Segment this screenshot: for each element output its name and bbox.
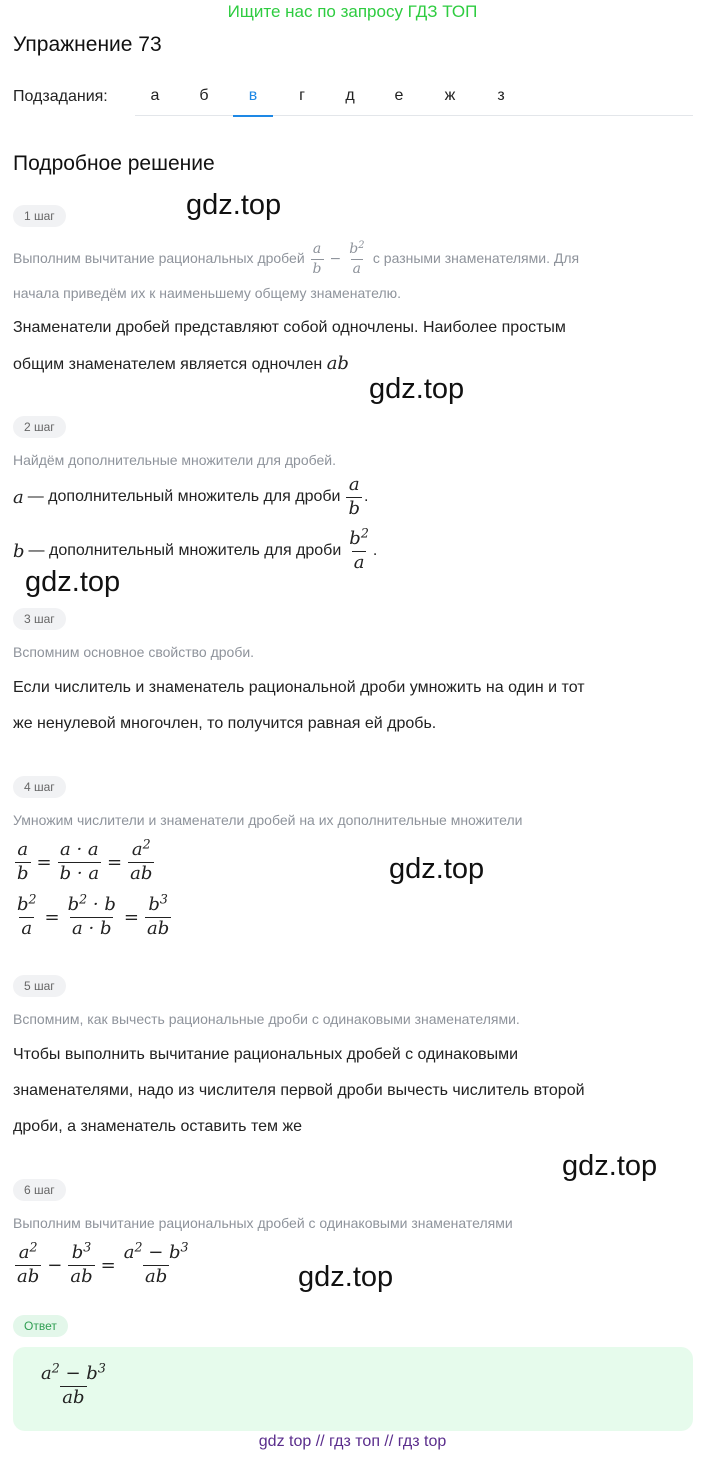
step-2-line2: b — дополнительный множитель для дроби $\frac{b^2}{a}$ . [13, 525, 378, 573]
step-5-text-line2: знаменателями, надо из числителя первой дроби вычесть числитель второй [13, 1082, 585, 1099]
subtask-tab-zh[interactable]: ж [444, 87, 456, 104]
watermark: gdz.top [562, 1150, 658, 1182]
step-4-equation-2: $\frac{b^2}{a}$ = $\frac{b^2 \cdot b}{a \cdot b}$ = $\frac{b^3}{ab}$ [17, 891, 170, 939]
step-4-badge: 4 шаг [13, 776, 66, 798]
step-5-badge: 5 шаг [13, 975, 66, 997]
step-1-badge: 1 шаг [13, 205, 66, 227]
step-4-description: Умножим числители и знаменатели дробей на их дополнительные множители [13, 812, 523, 828]
watermark: gdz.top [369, 373, 465, 405]
step-4-equation-1: $\frac{a}{b}$ = $\frac{a \cdot a}{b \cdot a}$ = $\frac{a^2}{ab}$ [17, 836, 153, 884]
subtasks-tabs [135, 80, 693, 116]
subtask-tab-e[interactable]: е [394, 87, 404, 104]
step-1-desc-start: Выполним вычитание рациональных дробей [13, 250, 305, 267]
step-6-badge: 6 шаг [13, 1179, 66, 1201]
step-2-description: Найдём дополнительные множители для дробей. [13, 452, 336, 468]
step-1-description-line2: начала приведём их к наименьшему общему знаменателю. [13, 285, 402, 301]
subtask-tab-v[interactable]: в [233, 80, 273, 116]
step-6-equation: $\frac{a^2}{ab}$ − $\frac{b^3}{ab}$ = $\frac{a^2 - b^3}{ab}$ [17, 1239, 189, 1287]
step-2-line1-label: — дополнительный множитель для дроби [27, 488, 341, 505]
step-3-badge: 3 шаг [13, 608, 66, 630]
subtask-tab-g[interactable]: г [299, 87, 305, 104]
answer-expression: $\frac{a^2 - b^3}{ab}$ [41, 1360, 106, 1408]
step-2-badge: 2 шаг [13, 416, 66, 438]
subtask-tab-d[interactable]: д [345, 87, 355, 104]
step-1-description [13, 242, 579, 276]
step-5-description: Вспомним, как вычесть рациональные дроби с одинаковыми знаменателями. [13, 1011, 520, 1027]
footer-links[interactable]: gdz top // гдз топ // гдз top [258, 1433, 447, 1450]
watermark: gdz.top [298, 1261, 394, 1293]
step-1-text-line2-label: общим знаменателем является одночлен [13, 356, 323, 373]
step-3-description: Вспомним основное свойство дроби. [13, 644, 255, 660]
solution-heading: Подробное решение [13, 152, 215, 175]
subtask-tab-z[interactable]: з [497, 87, 505, 104]
watermark: gdz.top [389, 853, 485, 885]
subtask-tab-a[interactable]: а [150, 87, 160, 104]
step-6-description: Выполним вычитание рациональных дробей с одинаковыми знаменателями [13, 1215, 513, 1231]
step-1-text-line1: Знаменатели дробей представляют собой одночлены. Наиболее простым [13, 319, 566, 336]
step-1-text-line2 [13, 346, 349, 383]
search-hint-banner: Ищите нас по запросу ГДЗ ТОП [227, 2, 478, 21]
step-1-expression: $\frac{a}{b}$ − $\frac{b^2}{a}$ [312, 240, 365, 277]
step-3-text-line1: Если числитель и знаменатель рациональной дроби умножить на один и тот [13, 679, 585, 696]
watermark: gdz.top [186, 189, 282, 221]
step-1-desc-end: с разными знаменателями. Для [372, 250, 580, 267]
step-5-text-line1: Чтобы выполнить вычитание рациональных дробей с одинаковыми [13, 1046, 519, 1063]
page-title: Упражнение 73 [13, 33, 162, 56]
answer-box [13, 1347, 693, 1431]
step-2-line2-label: — дополнительный множитель для дроби [28, 542, 342, 559]
step-2-line1: a — дополнительный множитель для дроби $\frac{a}{b}$ . [13, 473, 369, 519]
common-denominator-ab: ab [326, 353, 349, 374]
subtask-tab-b[interactable]: б [199, 87, 209, 104]
step-5-text-line3: дроби, а знаменатель оставить тем же [13, 1118, 303, 1135]
step-3-text-line2: же ненулевой многочлен, то получится равная ей дробь. [13, 715, 437, 732]
answer-badge: Ответ [13, 1315, 68, 1337]
watermark: gdz.top [25, 566, 121, 598]
subtasks-label: Подзадания: [13, 88, 108, 105]
